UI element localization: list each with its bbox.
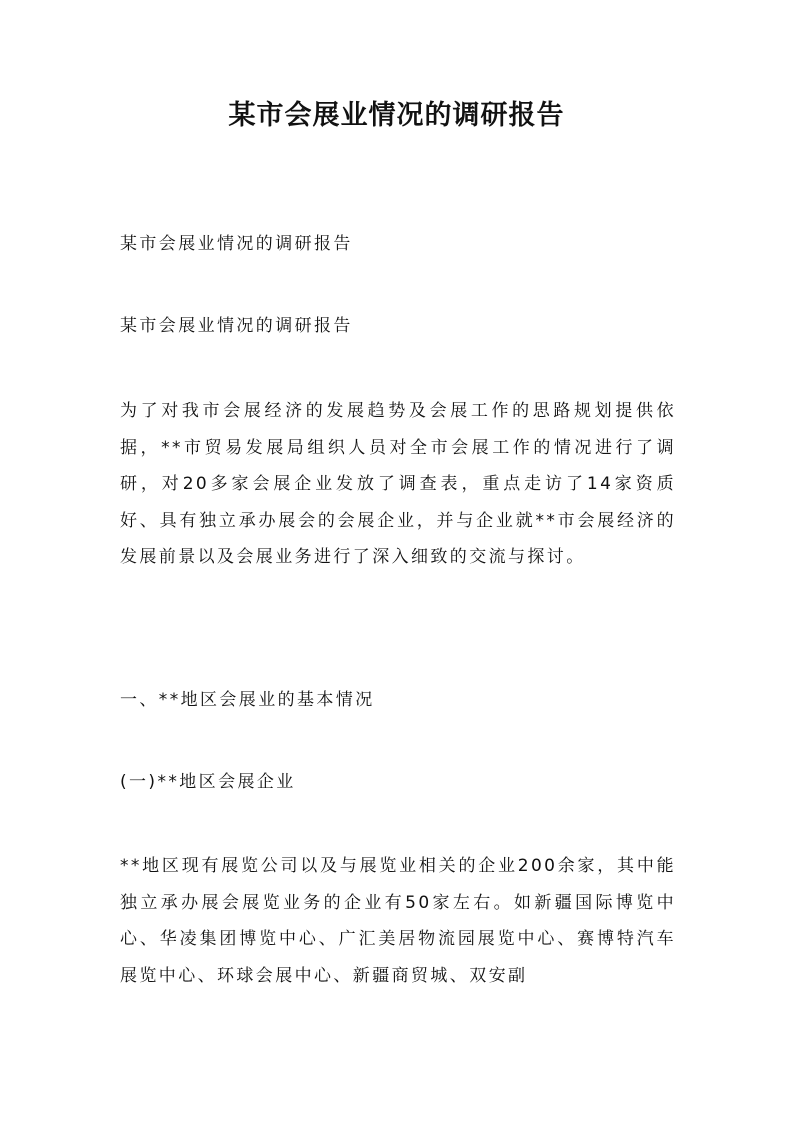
repeated-title-line-2: 某市会展业情况的调研报告 — [120, 316, 353, 336]
section-heading: 一、**地区会展业的基本情况 — [120, 690, 375, 710]
repeated-title-line-1: 某市会展业情况的调研报告 — [120, 234, 353, 254]
intro-paragraph: 为了对我市会展经济的发展趋势及会展工作的思路规划提供依据，**市贸易发展局组织人员对全市会展工作的情况进行了调研，对20多家会展企业发放了调查表，重点走访了14家资质好、具有独立承办展会的会展企业，并与企业就**市会展经济的发展前景以及会展业务进行了深入细致的交流与探讨。 — [120, 401, 676, 568]
subsection-heading: (一)**地区会展企业 — [120, 772, 296, 792]
subsection-paragraph: **地区现有展览公司以及与展览业相关的企业200余家，其中能独立承办展会展览业务的企业有50家左右。如新疆国际博览中心、华凌集团博览中心、广汇美居物流园展览中心、赛博特汽车展览中心、环球会展中心、新疆商贸城、双安副 — [120, 856, 676, 986]
document-title: 某市会展业情况的调研报告 — [228, 100, 565, 131]
